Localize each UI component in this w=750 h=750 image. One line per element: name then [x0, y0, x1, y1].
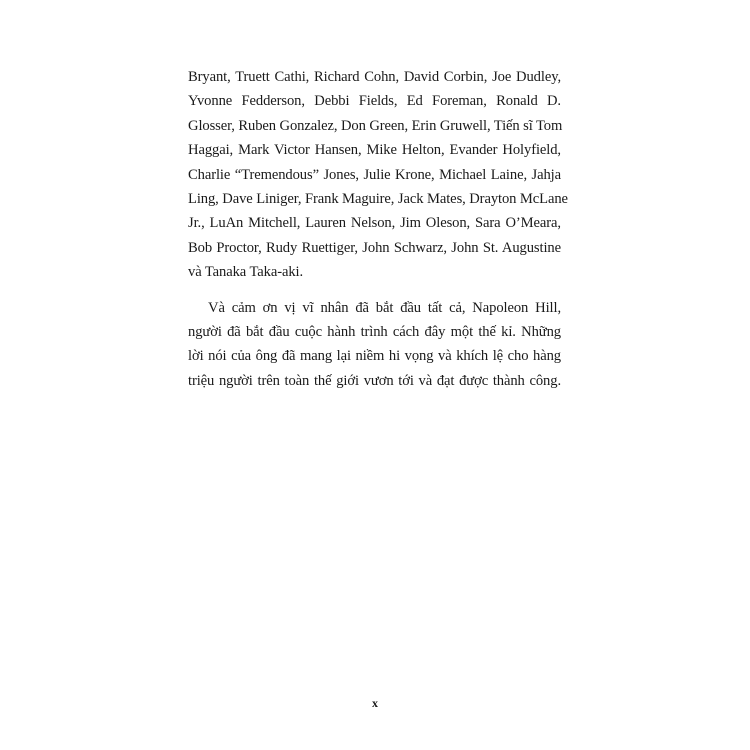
- text-line: Glosser, Ruben Gonzalez, Don Green, Erin Gruwell, Tiến sĩ Tom: [188, 117, 563, 134]
- text-line: Charlie “Tremendous” Jones, Julie Krone, Michael Laine, Jahja: [188, 166, 561, 183]
- text-line: Jr., LuAn Mitchell, Lauren Nelson, Jim Oleson, Sara O’Meara,: [188, 215, 561, 232]
- body-text: [188, 65, 568, 393]
- text-line: Ling, Dave Liniger, Frank Maguire, Jack Mates, Drayton McLane: [188, 191, 568, 208]
- paragraph-napoleon-hill: [188, 296, 561, 394]
- text-line: người đã bắt đầu cuộc hành trình cách đây một thế kỉ. Những: [188, 324, 561, 341]
- text-line: Yvonne Fedderson, Debbi Fields, Ed Foreman, Ronald D.: [188, 93, 561, 110]
- text-line: Bryant, Truett Cathi, Richard Cohn, David Corbin, Joe Dudley,: [188, 69, 561, 85]
- paragraph-acknowledgement-names: [188, 65, 568, 285]
- text-line: lời nói của ông đã mang lại niềm hi vọng và khích lệ cho hàng: [188, 348, 561, 365]
- page-number: x: [372, 696, 378, 710]
- text-line: Haggai, Mark Victor Hansen, Mike Helton, Evander Holyfield,: [188, 142, 561, 159]
- text-line: Và cảm ơn vị vĩ nhân đã bắt đầu tất cả, Napoleon Hill,: [208, 299, 561, 316]
- text-line: Bob Proctor, Rudy Ruettiger, John Schwarz, John St. Augustine: [188, 239, 561, 256]
- text-line: triệu người trên toàn thế giới vươn tới và đạt được thành công.: [188, 372, 561, 389]
- text-line: và Tanaka Taka-aki.: [188, 264, 304, 281]
